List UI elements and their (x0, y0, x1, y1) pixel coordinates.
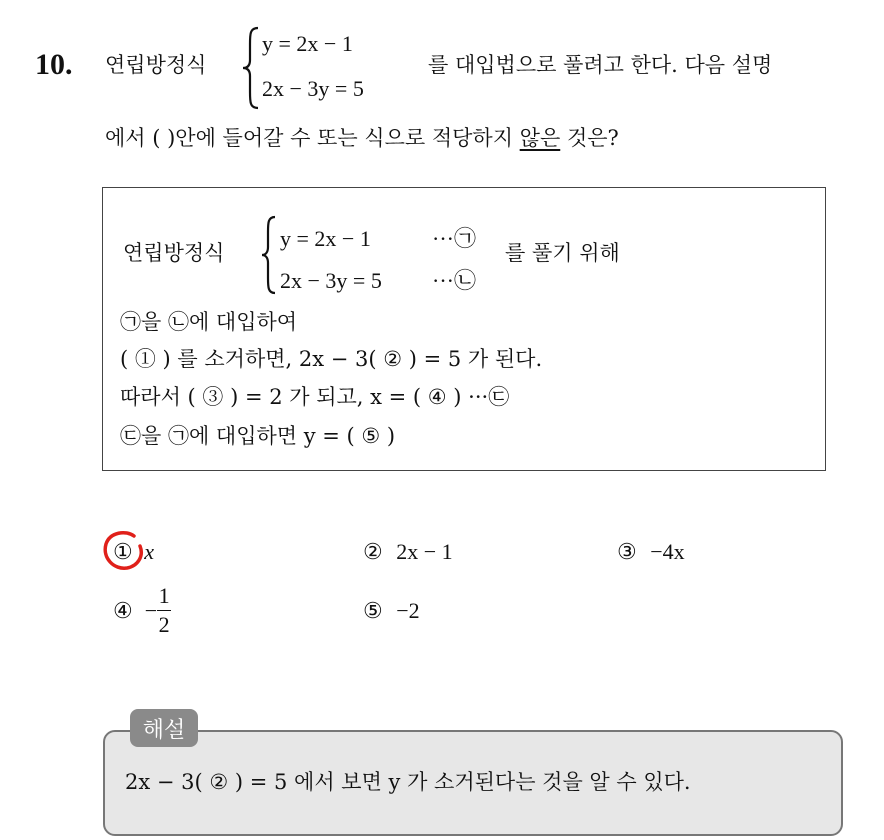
box-line-4: 따라서 ( ③ ) = 2 가 되고, x = ( ④ ) ···㉢ (120, 385, 510, 409)
solution-tag: 해설 (130, 709, 198, 747)
choice-3-mark: ③ (617, 539, 637, 564)
choice-1-mark: ① (113, 539, 133, 564)
choice-2-mark: ② (363, 539, 383, 564)
box-prefix: 연립방정식 (123, 241, 225, 265)
box-line-5: ㉢을 ㉠에 대입하면 y = ( ⑤ ) (120, 424, 396, 448)
choice-4-sign: − (144, 597, 158, 623)
question-line2-prefix: 에서 ( )안에 들어갈 수 또는 식으로 적당하지 (105, 126, 513, 150)
choice-4-mark: ④ (113, 597, 133, 623)
choice-4-fraction (157, 585, 171, 636)
choice-4-numerator: 1 (158, 583, 170, 608)
choice-5[interactable] (363, 600, 420, 622)
solution-text: 2x − 3( ② ) = 5 에서 보면 y 가 소거된다는 것을 알 수 있다. (125, 770, 691, 794)
choice-2-text: 2x − 1 (396, 539, 453, 564)
choice-2[interactable] (363, 541, 453, 563)
system-brace (241, 26, 261, 110)
box-system-brace (260, 215, 278, 295)
choice-3-text: −4x (650, 539, 685, 564)
box-equation-2-mark: ···㉡ (432, 268, 476, 293)
box-line-2: ㉠을 ㉡에 대입하여 (120, 310, 298, 334)
answer-circle-mark (100, 528, 148, 574)
choice-5-text: −2 (396, 598, 420, 623)
question-line2-suffix: 것은? (566, 126, 619, 150)
question-line1-suffix: 를 대입법으로 풀려고 한다. 다음 설명 (428, 53, 773, 77)
choice-4[interactable] (113, 585, 171, 636)
question-prefix: 연립방정식 (105, 53, 207, 77)
system-equation-2: 2x − 3y = 5 (262, 76, 364, 101)
choice-4-denominator: 2 (158, 612, 170, 637)
choice-1-text: x (144, 539, 154, 564)
system-equation-1: y = 2x − 1 (262, 31, 353, 56)
question-number: 10. (35, 48, 73, 81)
question-line2 (105, 128, 619, 149)
choice-5-mark: ⑤ (363, 598, 383, 623)
box-suffix: 를 풀기 위해 (505, 241, 620, 265)
question-underlined-word: 않은 (519, 126, 561, 150)
box-line-3: ( ① ) 를 소거하면, 2x − 3( ② ) = 5 가 된다. (120, 347, 543, 371)
choice-3[interactable] (617, 541, 685, 563)
box-equation-1-mark: ···㉠ (432, 226, 476, 251)
box-equation-1: y = 2x − 1 (280, 226, 371, 251)
box-equation-2: 2x − 3y = 5 (280, 268, 382, 293)
